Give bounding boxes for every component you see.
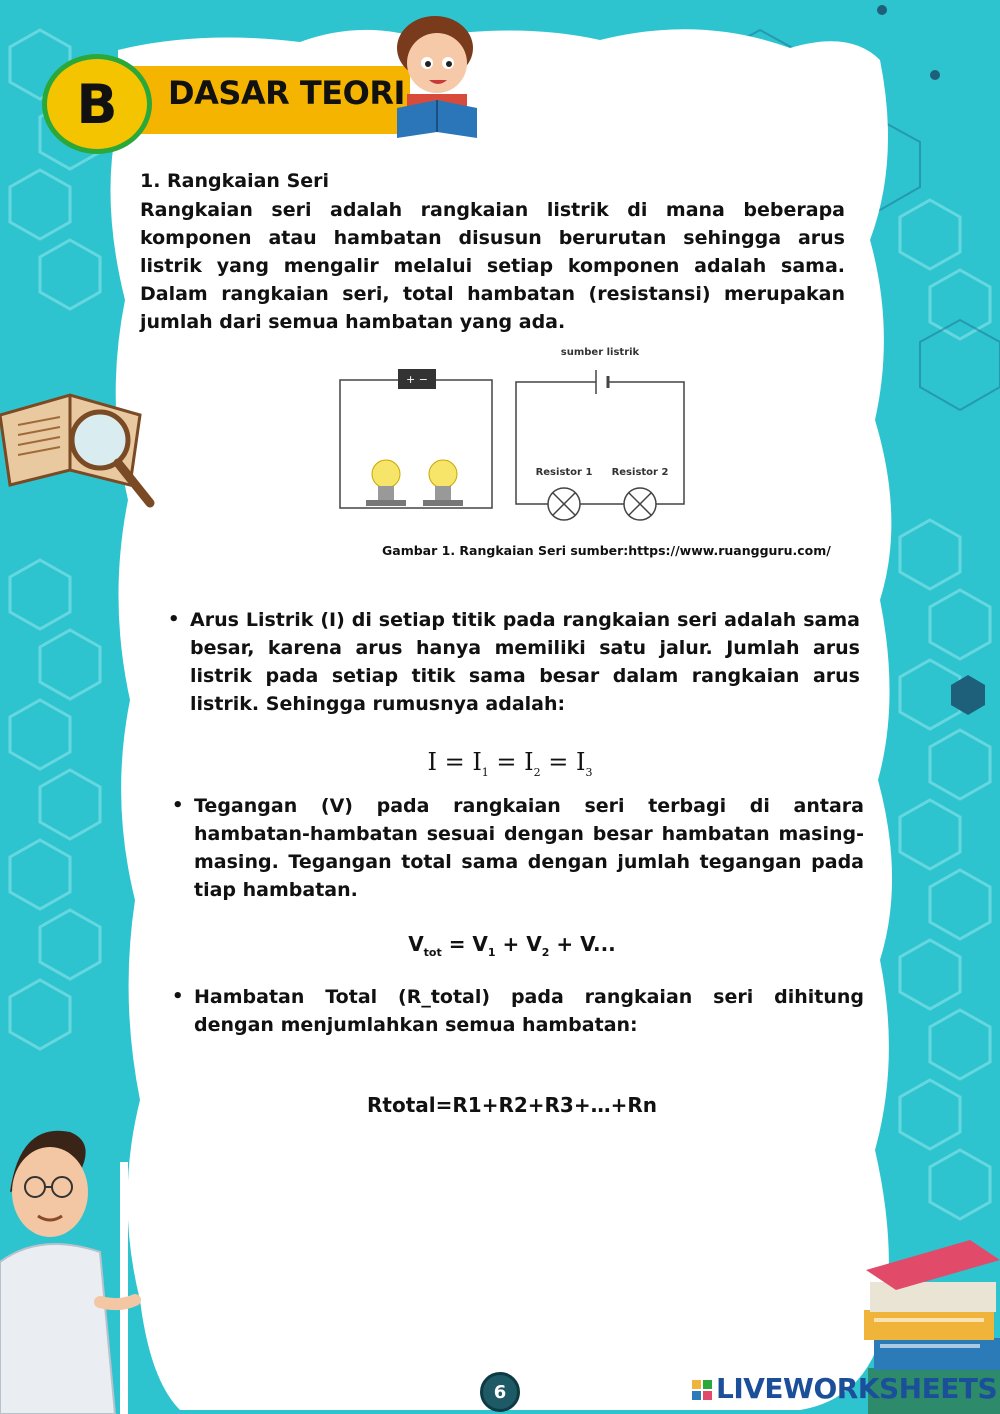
series-circuit-figure (330, 340, 700, 530)
liveworksheets-logo[interactable] (692, 1372, 997, 1405)
battery-symbols: + − (406, 373, 428, 386)
resistor1-label: Resistor 1 (535, 467, 593, 478)
section-paragraph: Rangkaian seri adalah rangkaian listrik di mana beberapa komponen atau hambatan disusun berurutan sehingga arus listrik yang mengalir melalui setiap komponen adalah sama. Dalam rangkaian seri, total hambatan (resistansi) merupakan jumlah dari semua hambatan yang ada. (140, 199, 845, 333)
formula-resistance: Rtotal=R1+R2+R3+…+Rn (367, 1093, 657, 1117)
teacher-illustration (0, 1112, 150, 1414)
book-magnifier-decoration (0, 375, 165, 520)
section-heading: 1. Rangkaian Seri (140, 170, 330, 192)
source-label: sumber listrik (560, 347, 640, 358)
bullet-resistance: • Hambatan Total (R_total) pada rangkaian seri dihitung dengan menjumlahkan semua hambatan: (194, 983, 864, 1039)
formula-voltage: $V_{tot} = V_1 + V_2 + V$... (408, 932, 616, 959)
brand-text: LIVEWORKSHEETS (716, 1372, 998, 1405)
figure-caption: Gambar 1. Rangkaian Seri sumber:https://www.ruangguru.com/ (382, 543, 831, 558)
lamp-symbol (548, 488, 580, 520)
bulb-icon (366, 460, 406, 506)
resistor2-label: Resistor 2 (611, 467, 669, 478)
boy-reading-illustration (385, 8, 485, 148)
bulb-icon (423, 460, 463, 506)
page-number: 6 (480, 1372, 520, 1412)
liveworksheets-icon (692, 1380, 712, 1400)
page-title: DASAR TEORI (168, 74, 405, 112)
lamp-symbol (624, 488, 656, 520)
bullet-voltage: • Tegangan (V) pada rangkaian seri terbagi di antara hambatan-hambatan sesuai dengan besar hambatan masing-masing. Tegangan total sama dengan jumlah tegangan pada tiap hambatan. (194, 792, 864, 904)
section-badge: B (42, 54, 152, 154)
formula-current: $I = I_1 = I_2 = I_3$ (427, 748, 593, 779)
bullet-current: • Arus Listrik (I) di setiap titik pada rangkaian seri adalah sama besar, karena arus hanya memiliki satu jalur. Jumlah arus listrik pada setiap titik sama besar dalam rangkaian arus listrik. Sehingga rumusnya adalah: (190, 606, 860, 718)
